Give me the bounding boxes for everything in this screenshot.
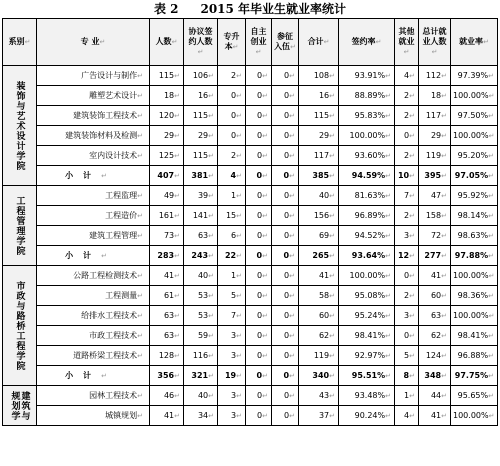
table-row: [3, 186, 498, 206]
sign-rate-cell: 95.83%↵: [339, 106, 395, 126]
table-row: [3, 346, 498, 366]
count-cell: 407↵: [150, 166, 184, 186]
contract-cell: 39↵: [184, 186, 218, 206]
self-cell: 0↵: [246, 226, 272, 246]
total-cell: 37↵: [299, 406, 339, 426]
total-cell: 340↵: [299, 366, 339, 386]
major-cell: 雕塑艺术设计↵: [37, 86, 150, 106]
dept-name: 装饰与艺术设计学院: [14, 80, 25, 171]
dept-name-cell: [3, 386, 37, 426]
subtotal-row: [3, 246, 498, 266]
contract-cell: 63↵: [184, 226, 218, 246]
header-row: [3, 19, 498, 66]
army-cell: 0↵: [272, 406, 299, 426]
sign-rate-cell: 98.41%↵: [339, 326, 395, 346]
emp-rate-cell: 100.00%↵: [451, 86, 498, 106]
further-cell: 6↵: [218, 226, 246, 246]
total-cell: 69↵: [299, 226, 339, 246]
total-emp-cell: 41↵: [419, 266, 451, 286]
self-cell: 0↵: [246, 266, 272, 286]
sign-rate-cell: 100.00%↵: [339, 126, 395, 146]
total-emp-cell: 44↵: [419, 386, 451, 406]
sign-rate-cell: 90.24%↵: [339, 406, 395, 426]
count-cell: 18↵: [150, 86, 184, 106]
contract-cell: 243↵: [184, 246, 218, 266]
sign-rate-cell: 95.08%↵: [339, 286, 395, 306]
total-emp-cell: 117↵: [419, 106, 451, 126]
self-cell: 0↵: [246, 206, 272, 226]
table-row: [3, 126, 498, 146]
count-cell: 161↵: [150, 206, 184, 226]
total-cell: 119↵: [299, 346, 339, 366]
total-cell: 60↵: [299, 306, 339, 326]
major-cell: 建筑装饰工程技术↵: [37, 106, 150, 126]
count-cell: 120↵: [150, 106, 184, 126]
other-cell: 7↵: [395, 186, 419, 206]
army-cell: 0↵: [272, 106, 299, 126]
further-cell: 3↵: [218, 386, 246, 406]
total-cell: 58↵: [299, 286, 339, 306]
army-cell: 0↵: [272, 206, 299, 226]
emp-rate-cell: 98.36%↵: [451, 286, 498, 306]
total-cell: 385↵: [299, 166, 339, 186]
total-cell: 29↵: [299, 126, 339, 146]
header-count: 人数↵: [150, 19, 184, 66]
emp-rate-cell: 97.39%↵: [451, 66, 498, 86]
emp-rate-cell: 95.92%↵: [451, 186, 498, 206]
emp-rate-cell: 100.00%↵: [451, 126, 498, 146]
army-cell: 0↵: [272, 326, 299, 346]
emp-rate-cell: 100.00%↵: [451, 306, 498, 326]
army-cell: 0↵: [272, 126, 299, 146]
army-cell: 0↵: [272, 66, 299, 86]
major-cell: 公路工程检测技术↵: [37, 266, 150, 286]
total-cell: 108↵: [299, 66, 339, 86]
contract-cell: 34↵: [184, 406, 218, 426]
sign-rate-cell: 93.48%↵: [339, 386, 395, 406]
major-cell: 市政工程技术↵: [37, 326, 150, 346]
major-cell: 小计↵: [37, 246, 150, 266]
header-further: 专升本↵: [218, 19, 246, 66]
total-cell: 117↵: [299, 146, 339, 166]
self-cell: 0↵: [246, 186, 272, 206]
other-cell: 2↵: [395, 206, 419, 226]
dept-name: 建筑与规划学: [9, 390, 30, 421]
total-emp-cell: 348↵: [419, 366, 451, 386]
count-cell: 29↵: [150, 126, 184, 146]
sign-rate-cell: 88.89%↵: [339, 86, 395, 106]
self-cell: 0↵: [246, 146, 272, 166]
sign-rate-cell: 96.89%↵: [339, 206, 395, 226]
total-emp-cell: 47↵: [419, 186, 451, 206]
further-cell: 5↵: [218, 286, 246, 306]
total-emp-cell: 119↵: [419, 146, 451, 166]
total-cell: 43↵: [299, 386, 339, 406]
contract-cell: 16↵: [184, 86, 218, 106]
table-title-text: 2015 年毕业生就业率统计: [200, 2, 347, 16]
other-cell: 1↵: [395, 386, 419, 406]
other-cell: 10↵: [395, 166, 419, 186]
further-cell: 3↵: [218, 406, 246, 426]
self-cell: 0↵: [246, 246, 272, 266]
emp-rate-cell: 97.05%↵: [451, 166, 498, 186]
total-emp-cell: 63↵: [419, 306, 451, 326]
count-cell: 41↵: [150, 406, 184, 426]
table-row: [3, 306, 498, 326]
emp-rate-cell: 98.41%↵: [451, 326, 498, 346]
other-cell: 0↵: [395, 126, 419, 146]
contract-cell: 40↵: [184, 266, 218, 286]
other-cell: 0↵: [395, 326, 419, 346]
subtotal-row: [3, 166, 498, 186]
sign-rate-cell: 81.63%↵: [339, 186, 395, 206]
total-cell: 40↵: [299, 186, 339, 206]
dept-name-cell: [3, 266, 37, 386]
major-cell: 小计↵: [37, 366, 150, 386]
emp-rate-cell: 97.88%↵: [451, 246, 498, 266]
dept-name-cell: [3, 66, 37, 186]
contract-cell: 40↵: [184, 386, 218, 406]
other-cell: 2↵: [395, 286, 419, 306]
further-cell: 0↵: [218, 86, 246, 106]
further-cell: 2↵: [218, 146, 246, 166]
army-cell: 0↵: [272, 286, 299, 306]
sign-rate-cell: 100.00%↵: [339, 266, 395, 286]
header-sign-rate: 签约率↵: [339, 19, 395, 66]
army-cell: 0↵: [272, 366, 299, 386]
major-cell: 工程造价↵: [37, 206, 150, 226]
army-cell: 0↵: [272, 226, 299, 246]
count-cell: 63↵: [150, 306, 184, 326]
other-cell: 2↵: [395, 146, 419, 166]
table-row: [3, 146, 498, 166]
total-emp-cell: 158↵: [419, 206, 451, 226]
table-row: [3, 406, 498, 426]
army-cell: 0↵: [272, 86, 299, 106]
count-cell: 125↵: [150, 146, 184, 166]
sign-rate-cell: 95.24%↵: [339, 306, 395, 326]
total-cell: 156↵: [299, 206, 339, 226]
total-emp-cell: 72↵: [419, 226, 451, 246]
employment-table: [2, 18, 498, 426]
other-cell: 4↵: [395, 66, 419, 86]
further-cell: 3↵: [218, 346, 246, 366]
table-row: [3, 226, 498, 246]
major-cell: 城镇规划↵: [37, 406, 150, 426]
contract-cell: 53↵: [184, 286, 218, 306]
self-cell: 0↵: [246, 66, 272, 86]
emp-rate-cell: 95.65%↵: [451, 386, 498, 406]
self-cell: 0↵: [246, 366, 272, 386]
sign-rate-cell: 93.64%↵: [339, 246, 395, 266]
header-major: 专 业↵: [37, 19, 150, 66]
dept-name-cell: [3, 186, 37, 266]
other-cell: 0↵: [395, 266, 419, 286]
header-dept: 系别↵: [3, 19, 37, 66]
header-total: 合计↵: [299, 19, 339, 66]
self-cell: 0↵: [246, 306, 272, 326]
total-emp-cell: 112↵: [419, 66, 451, 86]
further-cell: 15↵: [218, 206, 246, 226]
further-cell: 0↵: [218, 126, 246, 146]
further-cell: 4↵: [218, 166, 246, 186]
count-cell: 49↵: [150, 186, 184, 206]
contract-cell: 141↵: [184, 206, 218, 226]
total-emp-cell: 18↵: [419, 86, 451, 106]
other-cell: 12↵: [395, 246, 419, 266]
header-emp-rate: 就业率↵: [451, 19, 498, 66]
table-number: 表 2: [153, 2, 179, 16]
total-cell: 16↵: [299, 86, 339, 106]
sign-rate-cell: 94.52%↵: [339, 226, 395, 246]
total-emp-cell: 277↵: [419, 246, 451, 266]
contract-cell: 381↵: [184, 166, 218, 186]
table-row: [3, 66, 498, 86]
count-cell: 41↵: [150, 266, 184, 286]
other-cell: 2↵: [395, 86, 419, 106]
further-cell: 19↵: [218, 366, 246, 386]
major-cell: 工程监理↵: [37, 186, 150, 206]
count-cell: 283↵: [150, 246, 184, 266]
major-cell: 室内设计技术↵: [37, 146, 150, 166]
table-row: [3, 106, 498, 126]
army-cell: 0↵: [272, 166, 299, 186]
sign-rate-cell: 94.59%↵: [339, 166, 395, 186]
contract-cell: 321↵: [184, 366, 218, 386]
self-cell: 0↵: [246, 326, 272, 346]
total-emp-cell: 124↵: [419, 346, 451, 366]
count-cell: 46↵: [150, 386, 184, 406]
sign-rate-cell: 92.97%↵: [339, 346, 395, 366]
major-cell: 给排水工程技术↵: [37, 306, 150, 326]
other-cell: 3↵: [395, 306, 419, 326]
further-cell: 0↵: [218, 106, 246, 126]
total-emp-cell: 395↵: [419, 166, 451, 186]
subtotal-row: [3, 366, 498, 386]
header-contract: 协议签约人数↵: [184, 19, 218, 66]
other-cell: 4↵: [395, 406, 419, 426]
header-total-emp: 总计就业人数↵: [419, 19, 451, 66]
army-cell: 0↵: [272, 246, 299, 266]
other-cell: 8↵: [395, 366, 419, 386]
self-cell: 0↵: [246, 86, 272, 106]
army-cell: 0↵: [272, 146, 299, 166]
table-row: [3, 286, 498, 306]
sign-rate-cell: 93.60%↵: [339, 146, 395, 166]
major-cell: 园林工程技术↵: [37, 386, 150, 406]
count-cell: 115↵: [150, 66, 184, 86]
table-title: [0, 0, 500, 18]
dept-name: 市政与路桥工程学院: [14, 280, 25, 371]
count-cell: 61↵: [150, 286, 184, 306]
total-cell: 265↵: [299, 246, 339, 266]
major-cell: 广告设计与制作↵: [37, 66, 150, 86]
self-cell: 0↵: [246, 286, 272, 306]
total-cell: 115↵: [299, 106, 339, 126]
emp-rate-cell: 95.20%↵: [451, 146, 498, 166]
self-cell: 0↵: [246, 166, 272, 186]
further-cell: 7↵: [218, 306, 246, 326]
contract-cell: 53↵: [184, 306, 218, 326]
total-emp-cell: 60↵: [419, 286, 451, 306]
further-cell: 1↵: [218, 266, 246, 286]
self-cell: 0↵: [246, 386, 272, 406]
other-cell: 3↵: [395, 226, 419, 246]
further-cell: 22↵: [218, 246, 246, 266]
dept-name: 工程管理学院: [14, 195, 25, 256]
self-cell: 0↵: [246, 406, 272, 426]
contract-cell: 59↵: [184, 326, 218, 346]
major-cell: 小计↵: [37, 166, 150, 186]
further-cell: 3↵: [218, 326, 246, 346]
self-cell: 0↵: [246, 346, 272, 366]
major-cell: 建筑工程管理↵: [37, 226, 150, 246]
count-cell: 63↵: [150, 326, 184, 346]
contract-cell: 115↵: [184, 146, 218, 166]
major-cell: 建筑装饰材料及检测↵: [37, 126, 150, 146]
total-emp-cell: 29↵: [419, 126, 451, 146]
emp-rate-cell: 100.00%↵: [451, 406, 498, 426]
army-cell: 0↵: [272, 186, 299, 206]
army-cell: 0↵: [272, 346, 299, 366]
contract-cell: 116↵: [184, 346, 218, 366]
table-row: [3, 86, 498, 106]
sign-rate-cell: 95.51%↵: [339, 366, 395, 386]
further-cell: 2↵: [218, 66, 246, 86]
count-cell: 73↵: [150, 226, 184, 246]
self-cell: 0↵: [246, 126, 272, 146]
table-row: [3, 266, 498, 286]
emp-rate-cell: 98.14%↵: [451, 206, 498, 226]
contract-cell: 106↵: [184, 66, 218, 86]
self-cell: 0↵: [246, 106, 272, 126]
further-cell: 1↵: [218, 186, 246, 206]
total-cell: 62↵: [299, 326, 339, 346]
header-self: 自主创业↵: [246, 19, 272, 66]
emp-rate-cell: 97.75%↵: [451, 366, 498, 386]
contract-cell: 29↵: [184, 126, 218, 146]
major-cell: 道路桥梁工程技术↵: [37, 346, 150, 366]
table-row: [3, 206, 498, 226]
count-cell: 356↵: [150, 366, 184, 386]
emp-rate-cell: 96.88%↵: [451, 346, 498, 366]
emp-rate-cell: 98.63%↵: [451, 226, 498, 246]
header-other: 其他就业↵: [395, 19, 419, 66]
total-emp-cell: 41↵: [419, 406, 451, 426]
total-emp-cell: 62↵: [419, 326, 451, 346]
table-row: [3, 326, 498, 346]
emp-rate-cell: 100.00%↵: [451, 266, 498, 286]
army-cell: 0↵: [272, 266, 299, 286]
count-cell: 128↵: [150, 346, 184, 366]
header-army: 参征入伍↵: [272, 19, 299, 66]
other-cell: 5↵: [395, 346, 419, 366]
total-cell: 41↵: [299, 266, 339, 286]
emp-rate-cell: 97.50%↵: [451, 106, 498, 126]
table-row: [3, 386, 498, 406]
army-cell: 0↵: [272, 386, 299, 406]
contract-cell: 115↵: [184, 106, 218, 126]
army-cell: 0↵: [272, 306, 299, 326]
sign-rate-cell: 93.91%↵: [339, 66, 395, 86]
major-cell: 工程测量↵: [37, 286, 150, 306]
other-cell: 2↵: [395, 106, 419, 126]
